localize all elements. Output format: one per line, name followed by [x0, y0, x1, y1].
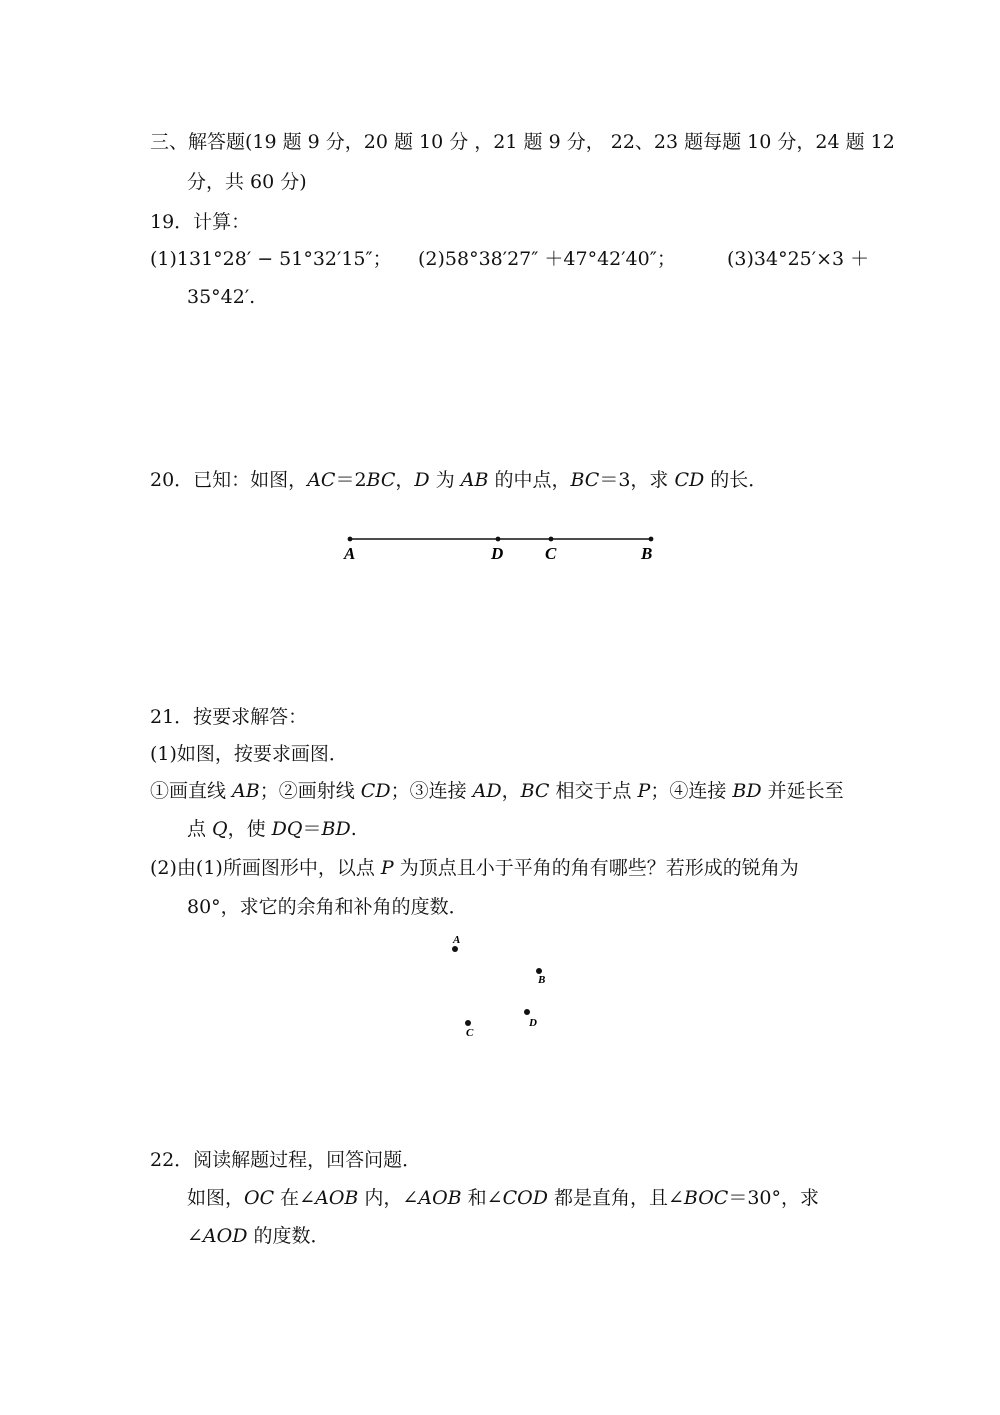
q21-label-a: A — [453, 934, 461, 946]
q22-ray-oc: OC — [244, 1187, 275, 1209]
q21-step-text-2: ；②画射线 — [259, 780, 361, 802]
q21-point-a-dot — [452, 946, 458, 952]
q21-segment-dq: DQ — [271, 818, 303, 840]
q20-mid: 的中点， — [488, 469, 571, 491]
q22-text-4: 和∠ — [461, 1187, 503, 1209]
q21-ray-cd: CD — [360, 780, 391, 802]
q20-statement — [150, 466, 850, 494]
q21-part2-continued: 80°，求它的余角和补角的度数． — [187, 896, 468, 918]
q21-point-c-dot — [465, 1020, 471, 1026]
q21-step-text-6: ；④连接 — [650, 780, 733, 802]
q21-step-text-7: 并延长至 — [761, 780, 844, 802]
section-header-line2: 分，共 60 分) — [187, 171, 307, 193]
q20-intro: 20．已知：如图， — [150, 469, 308, 491]
q20-label-a: A — [344, 544, 356, 563]
q22-angle-boc: BOC — [683, 1187, 729, 1209]
q20-point-d: D — [414, 469, 430, 491]
q22-angle-aob2: AOB — [418, 1187, 462, 1209]
q20-point-b-dot — [649, 537, 654, 542]
q20-label-c: C — [545, 544, 557, 563]
q20-eq3: ＝3，求 — [599, 469, 675, 491]
q20-segment-cd: CD — [674, 469, 705, 491]
q22-angle-aob: AOB — [315, 1187, 359, 1209]
q20-figure — [330, 525, 670, 570]
q21-point-p: P — [637, 780, 651, 802]
q22-title: 22．阅读解题过程，回答问题． — [150, 1149, 422, 1171]
q21-label-b: B — [538, 974, 546, 986]
q21-cont-text-2: ，使 — [227, 818, 272, 840]
q21-point-d-dot — [524, 1009, 530, 1015]
section-header-line1: 三、解答题(19 题 9 分，20 题 10 分 ，21 题 9 分， 22、23 题每题 10 分，24 题 12 — [150, 131, 895, 153]
q21-part1: (1)如图，按要求画图． — [150, 743, 348, 765]
q21-point-q: Q — [212, 818, 228, 840]
q22-body — [187, 1184, 850, 1212]
q22-body-continued — [187, 1222, 850, 1250]
q22-text-3: 内，∠ — [358, 1187, 419, 1209]
q21-part2-text-1: (2)由(1)所画图形中，以点 — [150, 857, 381, 879]
q21-line-ab: AB — [232, 780, 260, 802]
q19-part2: (2)58°38′27″ ＋47°42′40″； — [418, 248, 676, 270]
q22-text-5: 都是直角，且∠ — [547, 1187, 684, 1209]
q20-eq1: ＝2 — [335, 469, 367, 491]
q21-title: 21．按要求解答： — [150, 706, 308, 728]
q20-point-d-dot — [496, 537, 501, 542]
q21-step-text-5: 相交于点 — [549, 780, 638, 802]
q21-step-text-1: ①画直线 — [150, 780, 233, 802]
q20-end: 的长． — [704, 469, 768, 491]
q20-comma: ， — [395, 469, 415, 491]
q21-steps-continued — [187, 815, 850, 843]
q21-segment-bd: BD — [732, 780, 762, 802]
q21-cont-text-3: ＝ — [302, 818, 322, 840]
q20-point-a-dot — [348, 537, 353, 542]
q22-cont-text-2: 的度数． — [247, 1225, 330, 1247]
q20-label-d: D — [491, 544, 504, 563]
q19-part3: (3)34°25′×3 ＋ — [727, 248, 870, 270]
q22-cont-text-1: ∠ — [187, 1225, 203, 1247]
q22-angle-aod: AOD — [202, 1225, 248, 1247]
q21-part2-text-2: 为顶点且小于平角的角有哪些？若形成的锐角为 — [393, 857, 799, 879]
q21-part2-point-p: P — [380, 857, 394, 879]
q22-angle-cod: COD — [502, 1187, 548, 1209]
q21-cont-text-1: 点 — [187, 818, 213, 840]
q21-segment-bd2: BD — [321, 818, 351, 840]
q20-segment-ab: AB — [460, 469, 489, 491]
q20-segment-ac: AC — [307, 469, 336, 491]
q20-segment-bc2: BC — [570, 469, 600, 491]
q22-text-6: ＝30°，求 — [728, 1187, 820, 1209]
q21-step-text-4: ， — [501, 780, 521, 802]
q22-text-1: 如图， — [187, 1187, 245, 1209]
q21-label-c: C — [466, 1027, 474, 1039]
q19-part1: (1)131°28′ − 51°32′15″； — [150, 248, 392, 270]
q21-step-text-3: ；③连接 — [390, 780, 473, 802]
q19-title: 19．计算： — [150, 211, 251, 233]
q20-label-b: B — [641, 544, 653, 563]
q20-is: 为 — [429, 469, 461, 491]
q21-part2 — [150, 854, 850, 882]
q21-cont-text-4: . — [350, 818, 357, 840]
q21-label-d: D — [529, 1017, 537, 1029]
q21-segment-ad: AD — [472, 780, 502, 802]
q21-figure — [440, 930, 560, 1045]
q21-segment-bc: BC — [520, 780, 550, 802]
q19-part3-continued: 35°42′. — [187, 286, 256, 308]
q20-point-c-dot — [549, 537, 554, 542]
q21-steps — [150, 777, 850, 805]
q20-segment-bc: BC — [366, 469, 396, 491]
q22-text-2: 在∠ — [274, 1187, 316, 1209]
